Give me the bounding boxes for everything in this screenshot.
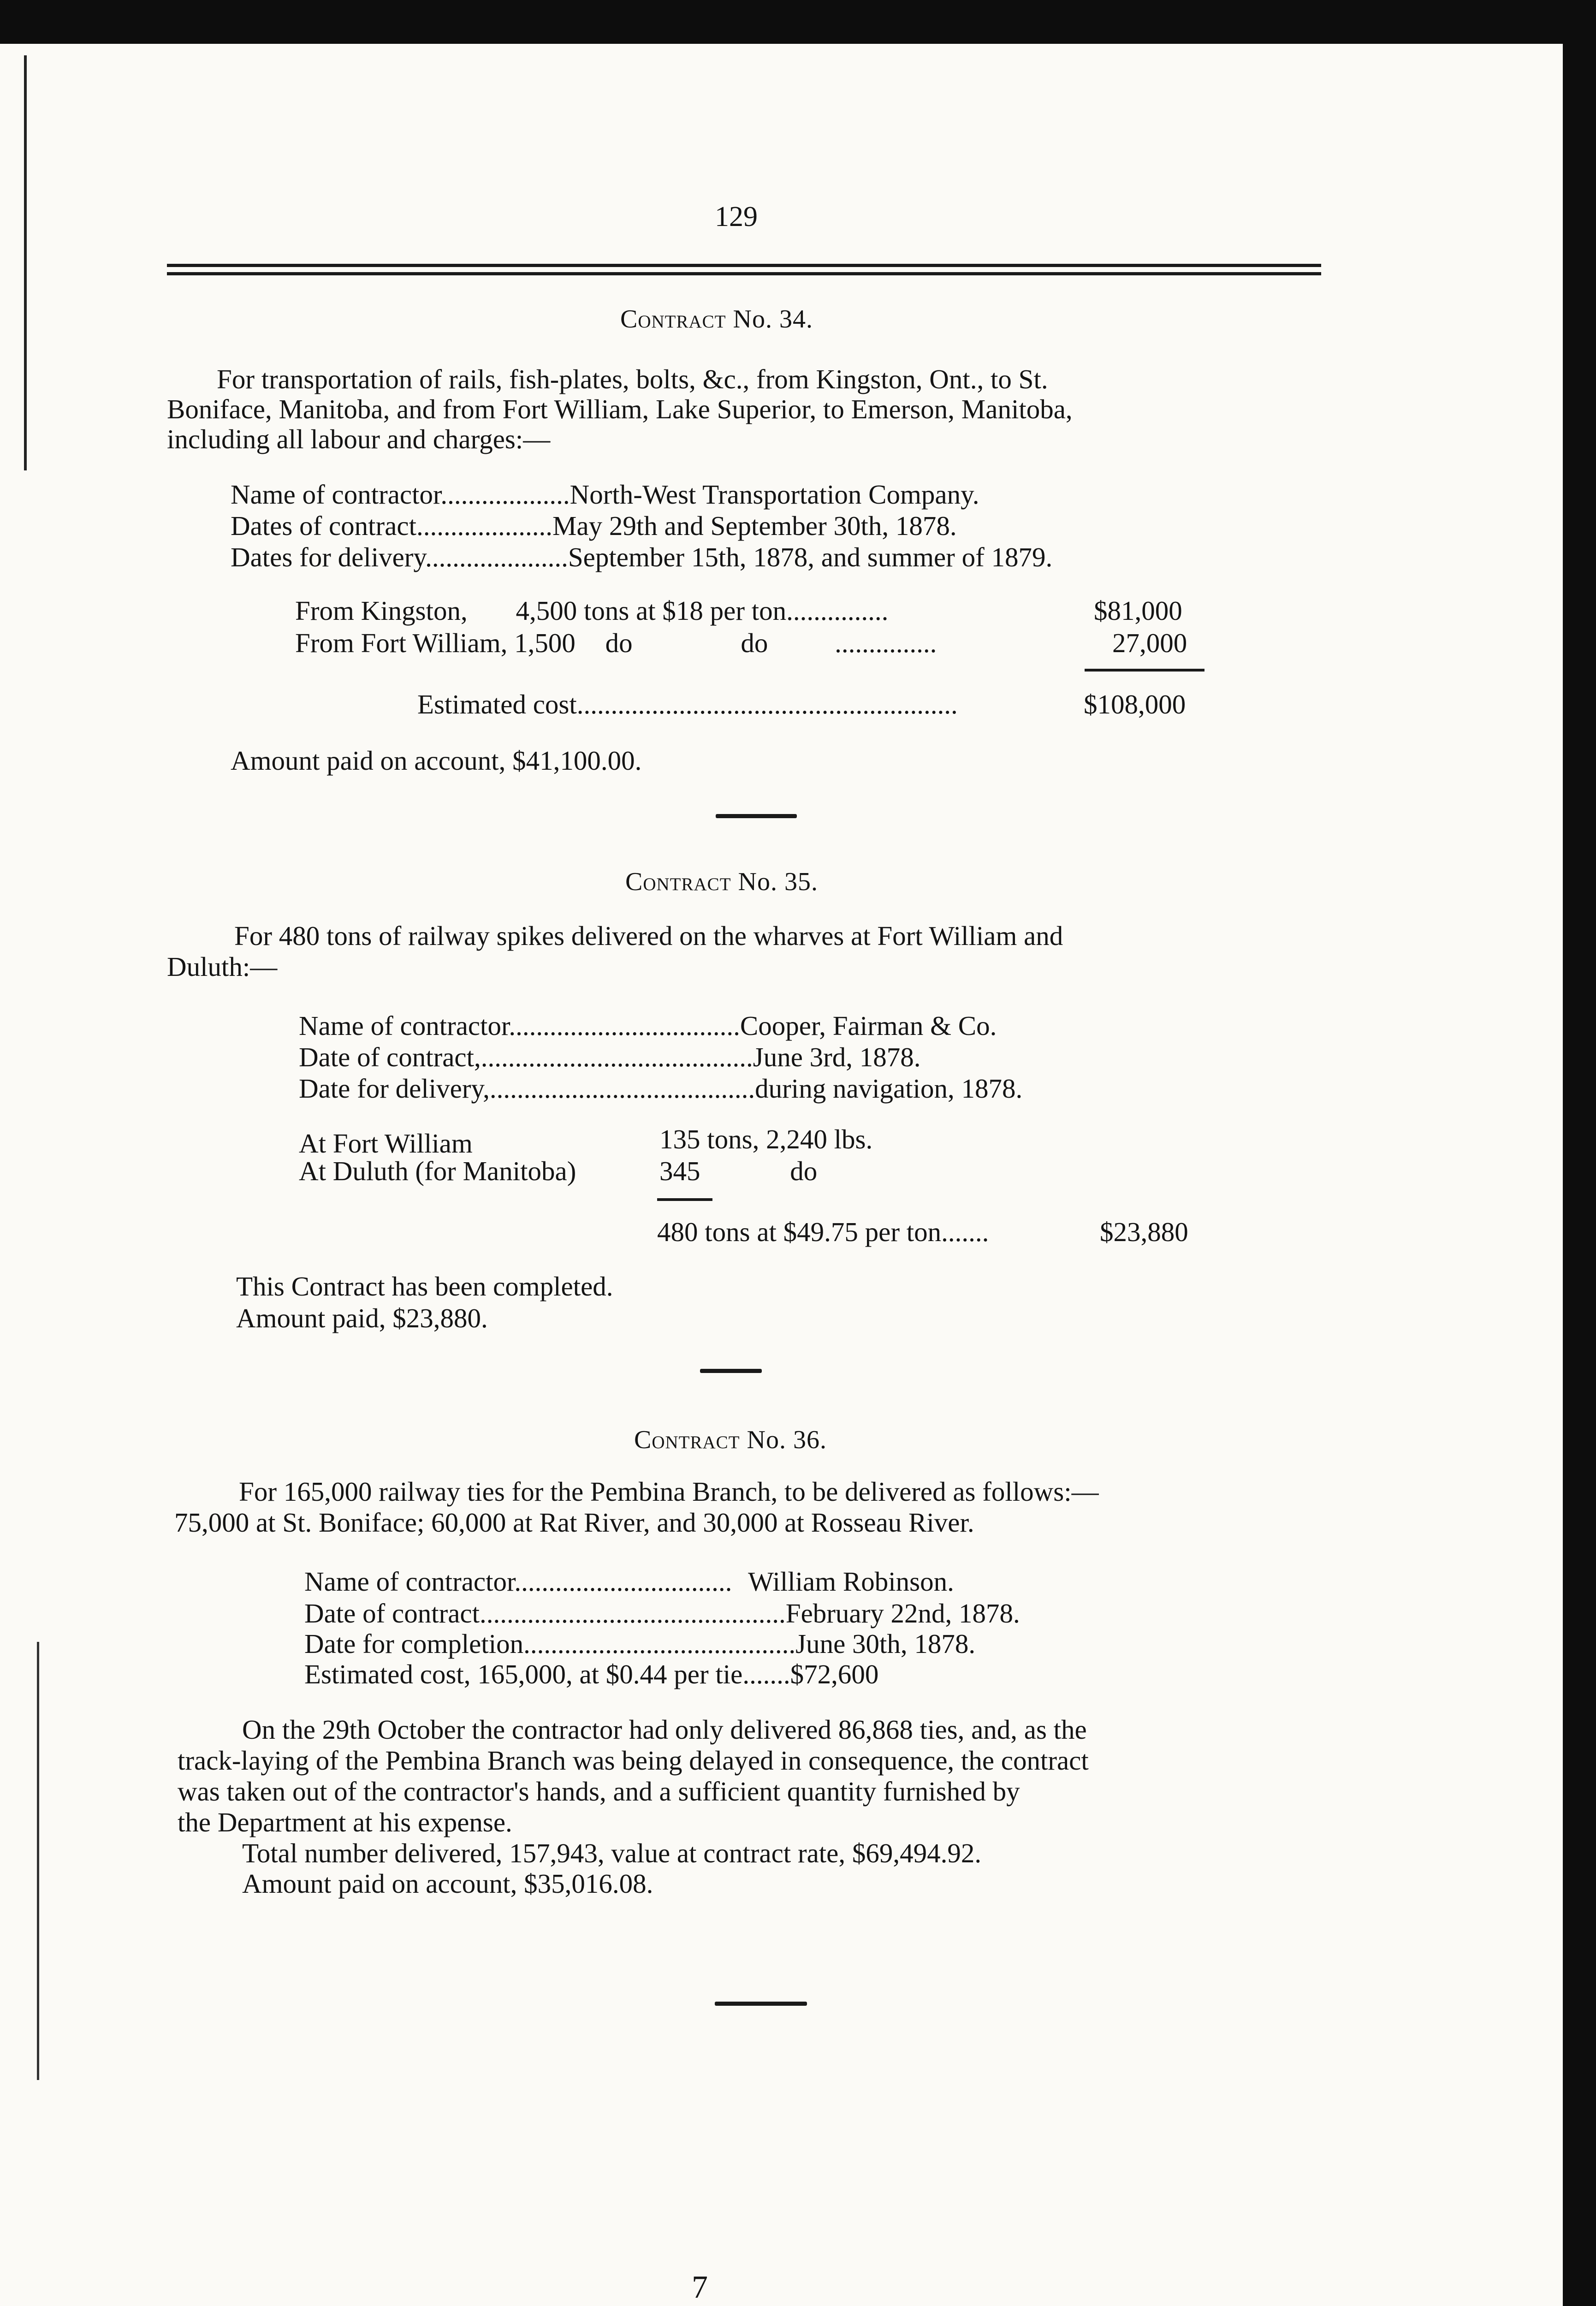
heading-number: No. 34. [733, 305, 813, 333]
contract-34-heading [620, 304, 813, 334]
contract-35-qty-fort-william: 135 tons, 2,240 lbs. [659, 1124, 873, 1154]
heading-prefix: Contract [620, 305, 726, 333]
heading-number: No. 36. [747, 1426, 827, 1454]
contract-35-qty-duluth: 345 do [659, 1156, 818, 1186]
contract-35-location-fort-william: At Fort William [299, 1128, 473, 1159]
binding-edge-line [24, 55, 27, 470]
section-separator [700, 1369, 762, 1373]
heading-number: No. 35. [738, 868, 818, 896]
contract-34-row-kingston: From Kingston, 4,500 tons at $18 per ton............... [295, 595, 889, 626]
heading-prefix: Contract [625, 868, 731, 896]
contract-34-estimated-cost: Estimated cost........................................................ [417, 689, 958, 719]
page-number: 129 [715, 201, 758, 232]
contract-34-intro-line-2: Boniface, Manitoba, and from Fort William, Lake Superior, to Emerson, Manitoba, [167, 394, 1073, 424]
contract-35-detail-date: Date of contract,........................................June 3rd, 1878. [299, 1042, 921, 1072]
contract-35-location-duluth: At Duluth (for Manitoba) [299, 1156, 576, 1186]
contract-34-detail-dates: Dates of contract....................May 29th and September 30th, 1878. [231, 511, 957, 541]
section-separator [715, 2002, 807, 2006]
scan-border-top [0, 0, 1596, 44]
section-separator [716, 814, 797, 818]
contract-35-detail-contractor: Name of contractor..................................Cooper, Fairman & Co. [299, 1010, 997, 1041]
contract-34-amount-paid: Amount paid on account, $41,100.00. [231, 745, 642, 776]
scan-border-right [1563, 0, 1596, 2306]
contract-36-para-line-4: the Department at his expense. [178, 1807, 512, 1837]
contract-35-amount-paid: Amount paid, $23,880. [236, 1303, 488, 1333]
contract-36-detail-completion: Date for completion........................................June 30th, 1878. [304, 1628, 976, 1659]
contract-36-detail-estimated: Estimated cost, 165,000, at $0.44 per tie.......$72,600 [304, 1659, 879, 1689]
contract-34-row-fort-william: From Fort William, 1,500 do do ............... [295, 628, 937, 658]
contract-36-heading [634, 1425, 827, 1455]
contract-36-para-line-3: was taken out of the contractor's hands, and a sufficient quantity furnished by [178, 1776, 1020, 1807]
contract-34-amount-fort-william: 27,000 [1112, 628, 1187, 658]
contract-34-detail-contractor: Name of contractor...................North-West Transportation Company. [231, 479, 979, 510]
contract-35-completed: This Contract has been completed. [236, 1271, 613, 1302]
contract-34-intro-line-1: For transportation of rails, fish-plates, bolts, &c., from Kingston, Ont., to St. [217, 364, 1048, 394]
contract-36-amount-paid: Amount paid on account, $35,016.08. [242, 1868, 653, 1899]
heading-prefix: Contract [634, 1426, 740, 1454]
signature-mark: 7 [692, 2270, 708, 2305]
header-rule-bottom [167, 272, 1321, 275]
contract-35-intro-line-2: Duluth:— [167, 951, 278, 982]
contract-35-detail-delivery: Date for delivery,.......................................during navigation, 1878. [299, 1073, 1023, 1104]
header-rule-top [167, 264, 1321, 267]
contract-35-intro-line-1: For 480 tons of railway spikes delivered on the wharves at Fort William and [234, 921, 1063, 951]
contract-35-heading [625, 867, 818, 897]
contract-36-total-delivered: Total number delivered, 157,943, value at contract rate, $69,494.92. [242, 1838, 982, 1868]
contract-36-detail-date: Date of contract.............................................February 22nd, 1878. [304, 1598, 1020, 1628]
contract-35-total-value: $23,880 [1100, 1217, 1188, 1247]
contract-34-detail-delivery: Dates for delivery.....................September 15th, 1878, and summer of 1879. [231, 542, 1053, 572]
contract-36-para-line-1: On the 29th October the contractor had only delivered 86,868 ties, and, as the [242, 1714, 1087, 1745]
binding-edge-line-lower [37, 1642, 39, 2080]
contract-34-intro-line-3: including all labour and charges:— [167, 424, 551, 454]
contract-36-para-line-2: track-laying of the Pembina Branch was being delayed in consequence, the contract [178, 1745, 1089, 1776]
sum-rule [1085, 669, 1204, 672]
contract-34-amount-kingston: $81,000 [1094, 595, 1182, 626]
contract-36-intro-line-1: For 165,000 railway ties for the Pembina Branch, to be delivered as follows:— [239, 1476, 1099, 1507]
contract-34-estimated-value: $108,000 [1084, 689, 1186, 719]
contract-35-total-line: 480 tons at $49.75 per ton....... [657, 1217, 989, 1247]
contract-36-intro-line-2: 75,000 at St. Boniface; 60,000 at Rat River, and 30,000 at Rosseau River. [174, 1507, 974, 1538]
sum-rule [657, 1198, 712, 1201]
contract-36-detail-contractor: Name of contractor................................ William Robinson. [304, 1566, 954, 1597]
